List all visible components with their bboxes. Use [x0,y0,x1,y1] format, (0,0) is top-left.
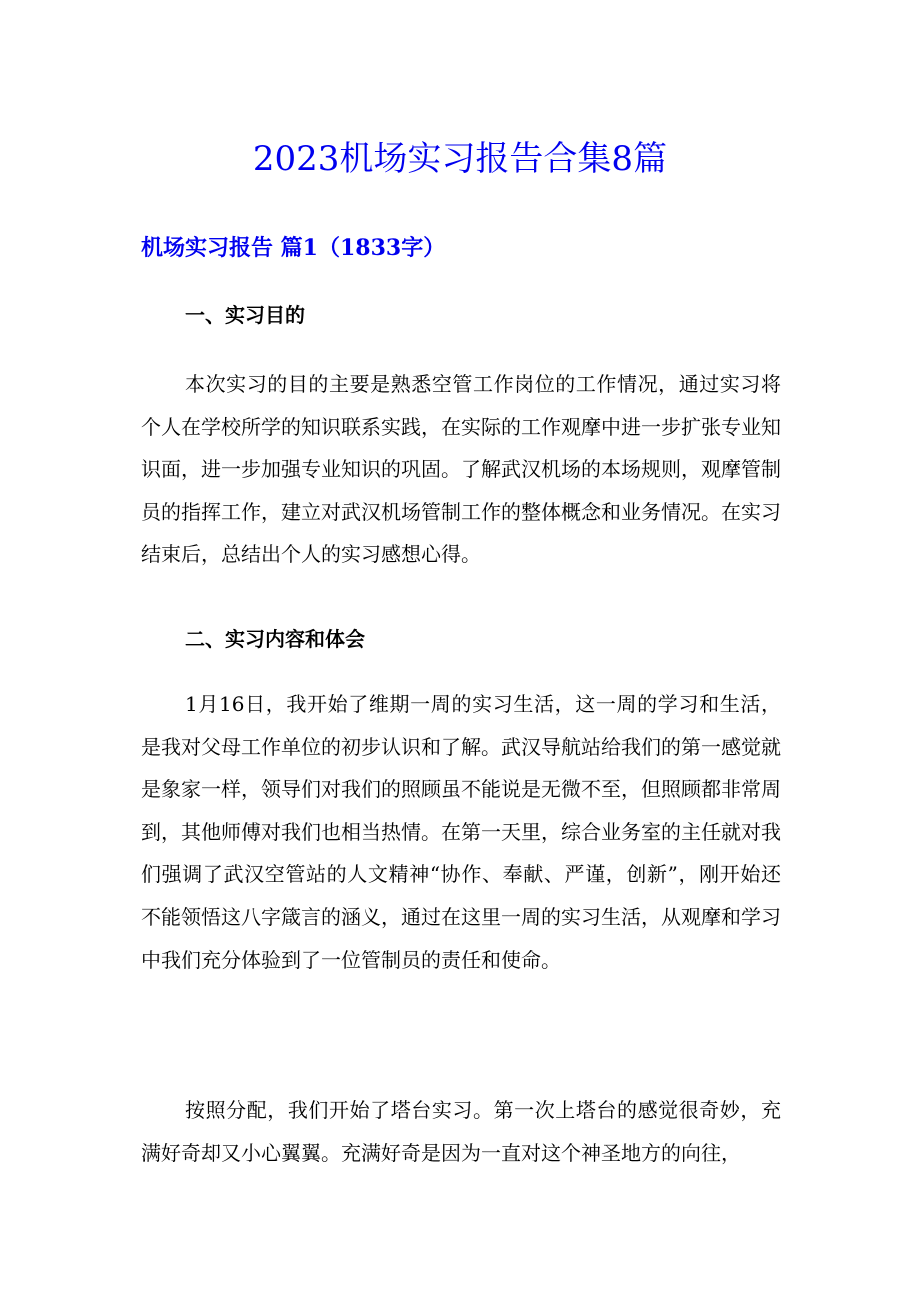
heading-internship-purpose: 一、实习目的 [185,303,305,327]
paragraph-tower-internship: 按照分配，我们开始了塔台实习。第一次上塔台的感觉很奇妙，充满好奇却又小心翼翼。充满好奇是因为一直对这个神圣地方的向往， [141,1098,781,1165]
section-title: 机场实习报告 篇1（1833字） [141,235,446,261]
heading-internship-content: 二、实习内容和体会 [185,627,365,651]
paragraph-internship-experience: 1月16日，我开始了维期一周的实习生活，这一周的学习和生活，是我对父母工作单位的初步认识和了解。武汉导航站给我们的第一感觉就是象家一样，领导们对我们的照顾虽不能说是无微不至，但照顾都非常周到，其他师傅对我们也相当热情。在第一天里，综合业务室的主任就对我们强调了武汉空管站的人文精神“协作、奉献、严谨，创新”，刚开始还不能领悟这八字箴言的涵义，通过在这里一周的实习生活，从观摩和学习中我们充分体验到了一位管制员的责任和使命。 [141,692,781,972]
document-title: 2023机场实习报告合集8篇 [252,139,668,179]
paragraph-internship-purpose: 本次实习的目的主要是熟悉空管工作岗位的工作情况，通过实习将个人在学校所学的知识联系实践，在实际的工作观摩中进一步扩张专业知识面，进一步加强专业知识的巩固。了解武汉机场的本场规则，观摩管制员的指挥工作，建立对武汉机场管制工作的整体概念和业务情况。在实习结束后，总结出个人的实习感想心得。 [141,372,781,567]
